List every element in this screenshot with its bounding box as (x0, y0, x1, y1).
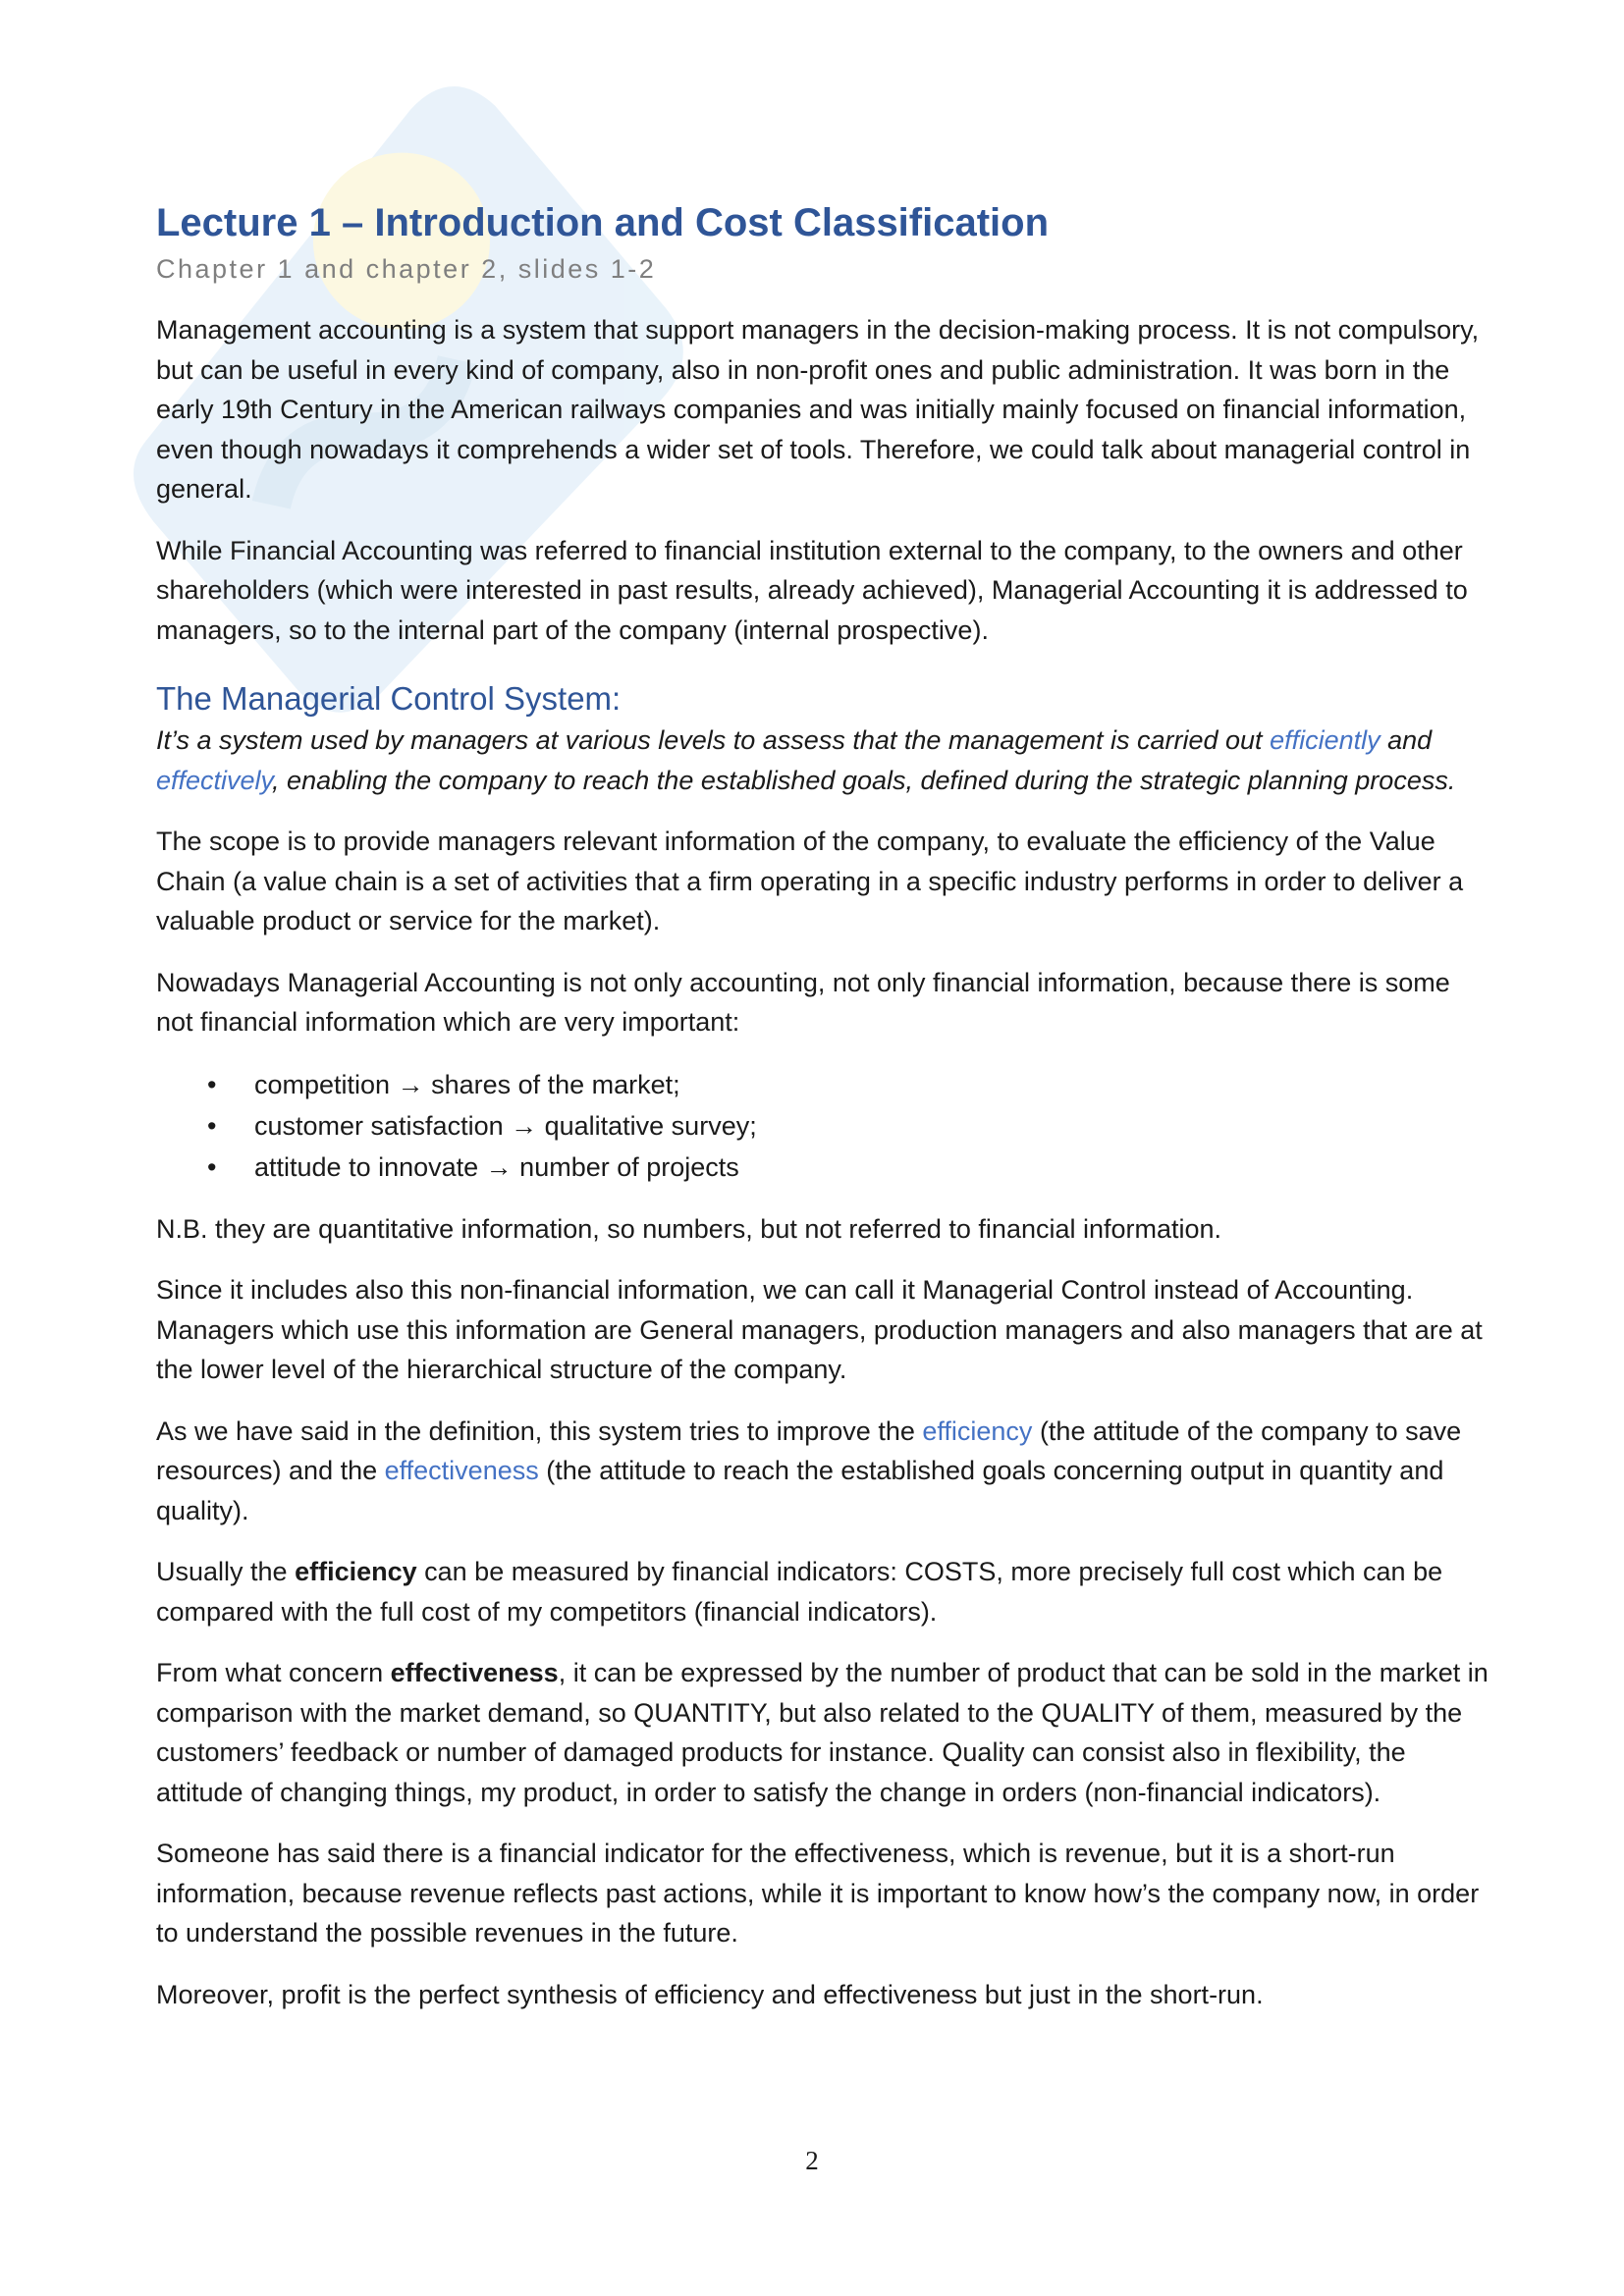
term-effectiveness: effectiveness (384, 1456, 539, 1485)
text-segment: From what concern (156, 1658, 391, 1687)
text-segment: (the attitude of the company to save resources) and the (156, 1415, 1462, 1485)
list-item-text: competition → shares of the market; (254, 1069, 680, 1099)
section-heading: The Managerial Control System: (156, 680, 622, 717)
definition-text-c: , enabling the company to reach the established goals, defined during the strategic planning process. (272, 765, 1456, 795)
bullet-icon: • (207, 1110, 217, 1141)
paragraph-revenue: Someone has said there is a financial indicator for the effectiveness, which is revenue, but it is a short-run information, because revenue reflects past actions, while it is important to know how’s the company now, in order to understand the possible revenues in the future. (156, 1839, 1480, 1948)
bullet-icon: • (207, 1069, 217, 1099)
paragraph-nb: N.B. they are quantitative information, so numbers, but not referred to financial information. (156, 1213, 1222, 1244)
list-item-text: customer satisfaction → qualitative survey; (254, 1110, 757, 1141)
bold-term-effectiveness: effectiveness (390, 1658, 559, 1687)
definition-text-a: It’s a system used by managers at various levels to assess that the management is carried out (156, 725, 1271, 755)
page-title: Lecture 1 – Introduction and Cost Classification (156, 201, 1050, 244)
bullet-icon: • (207, 1151, 217, 1182)
paragraph-efficiency-costs (156, 1552, 1491, 1631)
definition-efficiently: efficiently (1270, 725, 1380, 755)
paragraph-profit: Moreover, profit is the perfect synthesis of efficiency and effectiveness but just in the short-run. (156, 1979, 1264, 2009)
list-item-text: attitude to innovate → number of projects (254, 1151, 739, 1182)
list-item (156, 1064, 1491, 1105)
text-segment: (the attitude to reach the established goals concerning output in quantity and quality). (156, 1456, 1444, 1525)
paragraph-intro: Management accounting is a system that support managers in the decision-making process. It is not compulsory, but can be useful in every kind of company, also in non-profit ones and public administration. It was born in the early 19th Century in the American railways companies and was initially mainly focused on financial information, even though nowadays it comprehends a wider set of tools. Therefore, we could talk about managerial control in general. (156, 315, 1480, 504)
paragraph-managerial-control: Since it includes also this non-financial information, we can call it Managerial Control instead of Accounting. Managers which use this information are General managers, production managers and also managers that are at the lower level of the hierarchical structure of the company. (156, 1275, 1483, 1384)
definition-text-b: and (1380, 725, 1433, 755)
paragraph-scope: The scope is to provide managers relevant information of the company, to evaluate the efficiency of the Value Chain (a value chain is a set of activities that a firm operating in a specific industry performs in order to deliver a valuable product or service for the market). (156, 827, 1464, 935)
paragraph-financial-vs-managerial: While Financial Accounting was referred to financial institution external to the company, to the owners and other shareholders (which were interested in past results, already achieved), Managerial Accounting it is addressed to managers, so to the internal part of the company (internal prospective). (156, 535, 1468, 645)
text-segment: Usually the (156, 1557, 296, 1586)
bold-term-efficiency: efficiency (295, 1557, 417, 1586)
paragraph-efficiency-effectiveness (156, 1412, 1491, 1531)
term-efficiency: efficiency (922, 1415, 1033, 1446)
paragraph-effectiveness-quality (156, 1653, 1491, 1812)
list-item (156, 1147, 1491, 1188)
page-number: 2 (805, 2146, 819, 2175)
indicator-list (156, 1064, 1491, 1188)
definition-paragraph (156, 721, 1491, 800)
text-segment: can be measured by financial indicators: COSTS, more precisely full cost which can be compared with the full cost of my competitors (financial indicators). (156, 1557, 1443, 1627)
definition-effectively: effectively (156, 765, 273, 795)
paragraph-nowadays: Nowadays Managerial Accounting is not only accounting, not only financial information, because there is some not financial information which are very important: (156, 967, 1450, 1037)
list-item (156, 1105, 1491, 1147)
document-page (156, 196, 1491, 2036)
text-segment: As we have said in the definition, this system tries to improve the (156, 1415, 923, 1446)
text-segment: , it can be expressed by the number of product that can be sold in the market in comparison with the market demand, so QUANTITY, but also related to the QUALITY of them, measured by the customers’ feedback or number of damaged products for instance. Quality can consist also in flexibility, the attitude of changing things, my product, in order to satisfy the change in orders (non-financial indicators). (156, 1658, 1489, 1807)
page-subtitle: Chapter 1 and chapter 2, slides 1-2 (156, 254, 657, 284)
